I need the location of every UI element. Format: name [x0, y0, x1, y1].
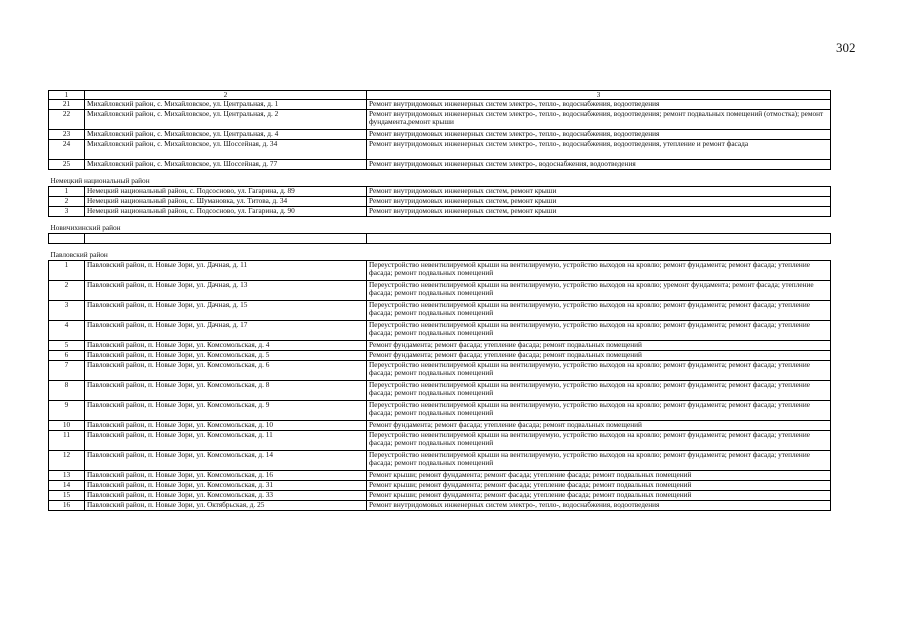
address-cell: Павловский район, п. Новые Зори, ул. Комсомольская, д. 31 [85, 481, 367, 491]
work-type-cell: Переустройство невентилируемой крыши на вентилируемую, устройство выходов на кровлю; уремонт фундамента; ремонт фасада; утепление фасада; ремонт подвальных помещений [367, 281, 831, 301]
address-cell: Павловский район, п. Новые Зори, ул. Октябрьская, д. 25 [85, 501, 367, 511]
work-type-cell: Переустройство невентилируемой крыши на вентилируемую, устройство выходов на кровлю; ремонт фундамента; ремонт фасада; утепление фасада; ремонт подвальных помещений [367, 261, 831, 281]
work-type-cell: Ремонт фундамента; ремонт фасада; утепление фасада; ремонт подвальных помещений [367, 421, 831, 431]
address-cell: Павловский район, п. Новые Зори, ул. Дачная, д. 11 [85, 261, 367, 281]
table-row [49, 301, 831, 321]
row-number-cell: 4 [49, 321, 85, 341]
table-row [49, 130, 831, 140]
district-section-title: Немецкий национальный район [50, 176, 150, 186]
row-number-cell: 3 [49, 207, 85, 217]
work-type-cell [367, 234, 831, 244]
address-cell: Михайловский район, с. Михайловское, ул. Шоссейная, д. 34 [85, 140, 367, 160]
work-type-cell: Ремонт крыши; ремонт фундамента; ремонт фасада; утепление фасада; ремонт подвальных помещений [367, 471, 831, 481]
work-type-cell: Ремонт внутридомовых инженерных систем электро-, тепло-, водоснабжения, водоотведения [367, 100, 831, 110]
work-type-cell: Ремонт фундамента; ремонт фасада; утепление фасада; ремонт подвальных помещений [367, 341, 831, 351]
table-row [49, 234, 831, 244]
address-cell: Михайловский район, с. Михайловское, ул. Центральная, д. 4 [85, 130, 367, 140]
address-cell: Немецкий национальный район, с. Подсосново, ул. Гагарина, д. 90 [85, 207, 367, 217]
table-body [49, 91, 831, 511]
work-type-cell: Ремонт фундамента; ремонт фасада; утепление фасада; ремонт подвальных помещений [367, 351, 831, 361]
column-number-1: 1 [49, 91, 85, 100]
address-cell: Михайловский район, с. Михайловское, ул. Шоссейная, д. 77 [85, 160, 367, 170]
page-number: 302 [836, 40, 856, 55]
address-cell: Павловский район, п. Новые Зори, ул. Комсомольская, д. 10 [85, 421, 367, 431]
address-cell: Павловский район, п. Новые Зори, ул. Комсомольская, д. 4 [85, 341, 367, 351]
row-number-cell: 14 [49, 481, 85, 491]
work-type-cell: Ремонт внутридомовых инженерных систем, ремонт крыши [367, 207, 831, 217]
table-row [49, 341, 831, 351]
table-row [49, 140, 831, 160]
work-type-cell: Ремонт внутридомовых инженерных систем электро-, тепло-, водоснабжения, водоотведения, утепление и ремонт фасада [367, 140, 831, 160]
address-cell: Павловский район, п. Новые Зори, ул. Комсомольская, д. 16 [85, 471, 367, 481]
row-number-cell: 15 [49, 491, 85, 501]
work-type-cell: Ремонт внутридомовых инженерных систем электро-, тепло-, водоснабжения, водоотведения [367, 130, 831, 140]
address-cell: Павловский район, п. Новые Зори, ул. Комсомольская, д. 14 [85, 451, 367, 471]
row-number-cell: 16 [49, 501, 85, 511]
work-type-cell: Переустройство невентилируемой крыши на вентилируемую, устройство выходов на кровлю; ремонт фундамента; ремонт фасада; утепление фасада; ремонт подвальных помещений [367, 431, 831, 451]
row-number-cell: 13 [49, 471, 85, 481]
row-number-cell: 3 [49, 301, 85, 321]
row-number-cell: 24 [49, 140, 85, 160]
address-cell: Павловский район, п. Новые Зори, ул. Комсомольская, д. 5 [85, 351, 367, 361]
address-cell: Павловский район, п. Новые Зори, ул. Дачная, д. 15 [85, 301, 367, 321]
repair-program-table [48, 90, 831, 511]
row-number-cell: 1 [49, 261, 85, 281]
work-type-cell: Ремонт внутридомовых инженерных систем электро-, тепло-, водоснабжения, водоотведения; ремонт подвальных помещений (отмостка); ремонт фундамента,ремонт крыши [367, 110, 831, 130]
column-number-3: 3 [367, 91, 831, 100]
row-number-cell: 12 [49, 451, 85, 471]
table-row [49, 187, 831, 197]
address-cell: Немецкий национальный район, с. Подсосново, ул. Гагарина, д. 89 [85, 187, 367, 197]
row-number-cell: 2 [49, 281, 85, 301]
row-number-cell: 22 [49, 110, 85, 130]
work-type-cell: Переустройство невентилируемой крыши на вентилируемую, устройство выходов на кровлю; ремонт фундамента; ремонт фасада; утепление фасада; ремонт подвальных помещений [367, 321, 831, 341]
table-row [49, 491, 831, 501]
table-row [49, 281, 831, 301]
address-cell: Павловский район, п. Новые Зори, ул. Комсомольская, д. 11 [85, 431, 367, 451]
row-number-cell [49, 234, 85, 244]
table-row [49, 197, 831, 207]
work-type-cell: Переустройство невентилируемой крыши на вентилируемую, устройство выходов на кровлю; ремонт фундамента; ремонт фасада; утепление фасада; ремонт подвальных помещений [367, 401, 831, 421]
address-cell: Павловский район, п. Новые Зори, ул. Дачная, д. 17 [85, 321, 367, 341]
row-number-cell: 7 [49, 361, 85, 381]
column-number-2: 2 [85, 91, 367, 100]
table-row [49, 361, 831, 381]
table-row [49, 321, 831, 341]
table-row [49, 501, 831, 511]
column-number-header-row [49, 91, 831, 100]
table-row [49, 110, 831, 130]
row-number-cell: 9 [49, 401, 85, 421]
address-cell [85, 234, 367, 244]
table-row [49, 160, 831, 170]
table-row [49, 351, 831, 361]
row-number-cell: 23 [49, 130, 85, 140]
work-type-cell: Ремонт внутридомовых инженерных систем, ремонт крыши [367, 197, 831, 207]
work-type-cell: Ремонт крыши; ремонт фундамента; ремонт фасада; утепление фасада; ремонт подвальных помещений [367, 491, 831, 501]
district-section-title: Новичихинский район [50, 223, 121, 233]
row-number-cell: 11 [49, 431, 85, 451]
table-row [49, 451, 831, 471]
table-row [49, 421, 831, 431]
table-row [49, 261, 831, 281]
address-cell: Павловский район, п. Новые Зори, ул. Дачная, д. 13 [85, 281, 367, 301]
address-cell: Михайловский район, с. Михайловское, ул. Центральная, д. 2 [85, 110, 367, 130]
work-type-cell: Переустройство невентилируемой крыши на вентилируемую, устройство выходов на кровлю; ремонт фундамента; ремонт фасада; утепление фасада; ремонт подвальных помещений [367, 381, 831, 401]
work-type-cell: Переустройство невентилируемой крыши на вентилируемую, устройство выходов на кровлю; ремонт фундамента; ремонт фасада; утепление фасада; ремонт подвальных помещений [367, 301, 831, 321]
row-number-cell: 5 [49, 341, 85, 351]
work-type-cell: Переустройство невентилируемой крыши на вентилируемую, устройство выходов на кровлю; ремонт фундамента; ремонт фасада; утепление фасада; ремонт подвальных помещений [367, 361, 831, 381]
row-number-cell: 2 [49, 197, 85, 207]
address-cell: Павловский район, п. Новые Зори, ул. Комсомольская, д. 9 [85, 401, 367, 421]
table-row [49, 481, 831, 491]
work-type-cell: Ремонт внутридомовых инженерных систем электро-, водоснабжения, водоотведения [367, 160, 831, 170]
work-type-cell: Ремонт внутридомовых инженерных систем электро-, тепло-, водоснабжения, водоотведения [367, 501, 831, 511]
address-cell: Павловский район, п. Новые Зори, ул. Комсомольская, д. 33 [85, 491, 367, 501]
row-number-cell: 10 [49, 421, 85, 431]
row-number-cell: 25 [49, 160, 85, 170]
table-row [49, 207, 831, 217]
row-number-cell: 8 [49, 381, 85, 401]
work-type-cell: Переустройство невентилируемой крыши на вентилируемую, устройство выходов на кровлю; ремонт фундамента; ремонт фасада; утепление фасада; ремонт подвальных помещений [367, 451, 831, 471]
district-section-row [49, 176, 831, 187]
table-row [49, 471, 831, 481]
table-row [49, 100, 831, 110]
table-row [49, 381, 831, 401]
row-number-cell: 1 [49, 187, 85, 197]
address-cell: Павловский район, п. Новые Зори, ул. Комсомольская, д. 6 [85, 361, 367, 381]
district-section-row [49, 223, 831, 234]
work-type-cell: Ремонт крыши; ремонт фундамента; ремонт фасада; утепление фасада; ремонт подвальных помещений [367, 481, 831, 491]
address-cell: Павловский район, п. Новые Зори, ул. Комсомольская, д. 8 [85, 381, 367, 401]
row-number-cell: 21 [49, 100, 85, 110]
row-number-cell: 6 [49, 351, 85, 361]
address-cell: Михайловский район, с. Михайловское, ул. Центральная, д. 1 [85, 100, 367, 110]
address-cell: Немецкий национальный район, с. Шумановка, ул. Титова, д. 34 [85, 197, 367, 207]
district-section-title: Павловский район [50, 250, 108, 260]
table-row [49, 431, 831, 451]
table-row [49, 401, 831, 421]
district-section-row [49, 250, 831, 261]
work-type-cell: Ремонт внутридомовых инженерных систем, ремонт крыши [367, 187, 831, 197]
